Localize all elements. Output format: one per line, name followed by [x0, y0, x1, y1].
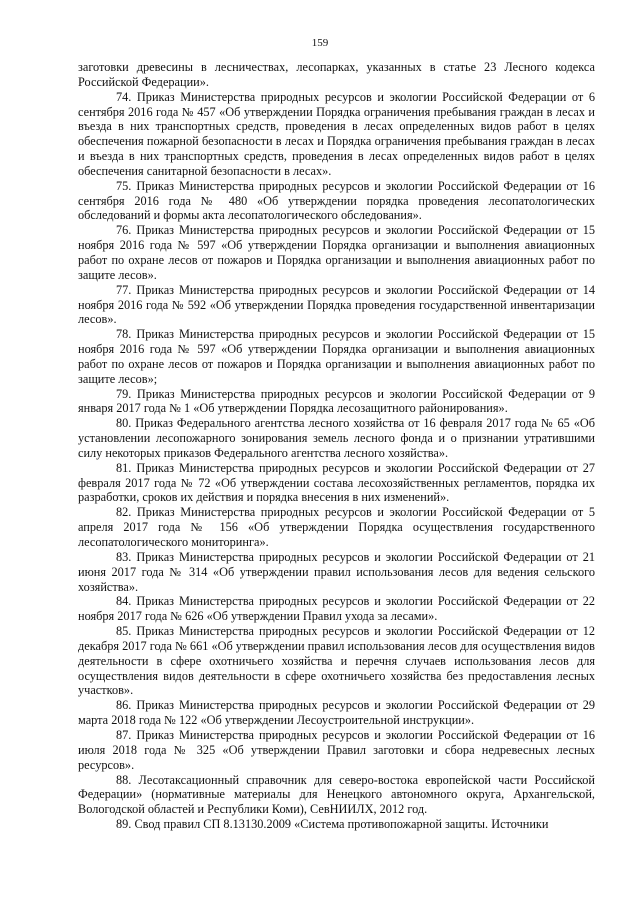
list-item-76: 76. Приказ Министерства природных ресурсов и экологии Российской Федерации от 15 ноября 2016 года № 597 «Об утверждении Порядка организации и выполнения авиационных работ по охране лесов от пожаров и Порядка организации и выполнения авиационных работ по защите лесов».	[78, 223, 595, 282]
list-item-86: 86. Приказ Министерства природных ресурсов и экологии Российской Федерации от 29 марта 2018 года № 122 «Об утверждении Лесоустроительной инструкции».	[78, 698, 595, 728]
list-item-81: 81. Приказ Министерства природных ресурсов и экологии Российской Федерации от 27 февраля 2017 года № 72 «Об утверждении состава лесохозяйственных регламентов, порядка их разработки, сроков их действия и порядка внесения в них изменений».	[78, 460, 595, 505]
list-item-74: 74. Приказ Министерства природных ресурсов и экологии Российской Федерации от 6 сентября 2016 года № 457 «Об утверждении Порядка ограничения пребывания граждан в лесах и въезда в них транспортных средств, проведения в лесах определенных видов работ в целях обеспечения пожарной безопасности в лесах и Порядка ограничения пребывания граждан в лесах и въезда в них транспортных средств, проведения в лесах определенных видов работ в целях обеспечения санитарной безопасности в лесах».	[78, 89, 595, 178]
page-number: 159	[311, 37, 329, 49]
list-item-80: 80. Приказ Федерального агентства лесного хозяйства от 16 февраля 2017 года № 65 «Об установлении лесопожарного зонирования земель лесного фонда и о признании утратившими силу некоторых приказов Федерального агентства лесного хозяйства».	[78, 416, 595, 460]
list-item-84: 84. Приказ Министерства природных ресурсов и экологии Российской Федерации от 22 ноября 2017 года № 626 «Об утверждении Правил ухода за лесами».	[78, 594, 595, 624]
list-item-83: 83. Приказ Министерства природных ресурсов и экологии Российской Федерации от 21 июня 2017 года № 314 «Об утверждении правил использования лесов для ведения сельского хозяйства».	[78, 549, 595, 594]
list-item-85: 85. Приказ Министерства природных ресурсов и экологии Российской Федерации от 12 декабря 2017 года № 661 «Об утверждении правил использования лесов для осуществления видов деятельности в сфере охотничьего хозяйства и перечня случаев использования лесов для осуществления видов деятельности в сфере охотничьего хозяйства без предоставления лесных участков».	[78, 624, 595, 698]
list-item-82: 82. Приказ Министерства природных ресурсов и экологии Российской Федерации от 5 апреля 2017 года № 156 «Об утверждении Порядка осуществления государственного лесопатологического мониторинга».	[78, 505, 595, 549]
paragraph-continuation: заготовки древесины в лесничествах, лесопарках, указанных в статье 23 Лесного кодекса Российской Федерации».	[78, 60, 595, 89]
list-item-79: 79. Приказ Министерства природных ресурсов и экологии Российской Федерации от 9 января 2017 года № 1 «Об утверждении Порядка лесозащитного районирования».	[78, 386, 595, 416]
list-item-88: 88. Лесотаксационный справочник для северо-востока европейской части Российской Федерации» (нормативные материалы для Ненецкого автономного округа, Архангельской, Вологодской областей и Республики Коми), СевНИИЛХ, 2012 год.	[78, 772, 595, 817]
list-item-89: 89. Свод правил СП 8.13130.2009 «Система противопожарной защиты. Источники	[116, 817, 549, 832]
document-body	[78, 60, 595, 832]
list-item-75: 75. Приказ Министерства природных ресурсов и экологии Российской Федерации от 16 сентября 2016 года № 480 «Об утверждении порядка проведения лесопатологических обследований и формы акта лесопатологического обследования».	[78, 178, 595, 223]
list-item-78: 78. Приказ Министерства природных ресурсов и экологии Российской Федерации от 15 ноября 2016 года № 597 «Об утверждении Порядка организации и выполнения авиационных работ по охране лесов от пожаров и Порядка организации и выполнения авиационных работ по защите лесов»;	[78, 327, 595, 386]
list-item-87: 87. Приказ Министерства природных ресурсов и экологии Российской Федерации от 16 июля 2018 года № 325 «Об утверждении Правил заготовки и сбора недревесных лесных ресурсов».	[78, 727, 595, 772]
list-item-77: 77. Приказ Министерства природных ресурсов и экологии Российской Федерации от 14 ноября 2016 года № 592 «Об утверждении Порядка проведения государственной инвентаризации лесов».	[78, 282, 595, 327]
